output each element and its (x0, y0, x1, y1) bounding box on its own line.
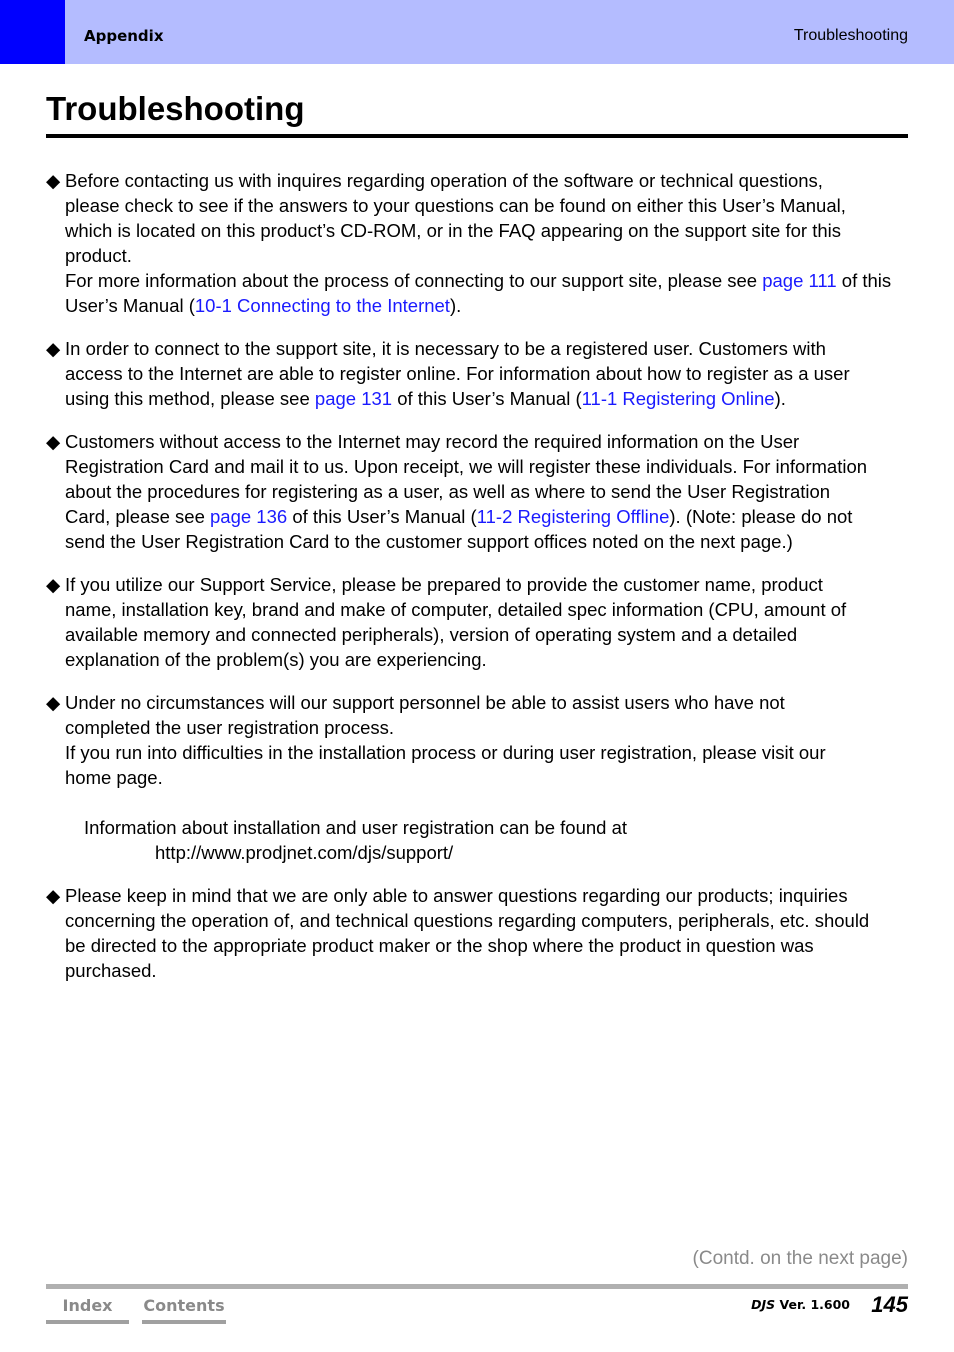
item-line: access to the Internet are able to register online. For information about how to register as a user (65, 363, 850, 384)
item-line: Before contacting us with inquires regarding operation of the software or technical questions, (65, 170, 823, 191)
diamond-bullet-icon: ◆ (46, 170, 61, 191)
item-line: explanation of the problem(s) you are experiencing. (65, 649, 487, 670)
diamond-bullet-icon: ◆ (46, 338, 61, 359)
list-item (46, 429, 908, 554)
diamond-bullet-icon: ◆ (46, 885, 61, 906)
item-line: Registration Card and mail it to us. Upon receipt, we will register these individuals. For information (65, 456, 868, 477)
item-line: about the procedures for registering as a user, as well as where to send the User Registration (65, 481, 831, 502)
brand-name: DJS (751, 1297, 776, 1312)
item-line: Please keep in mind that we are only able to answer questions regarding our products; inquiries (65, 885, 848, 906)
item-line: Customers without access to the Internet may record the required information on the User (65, 431, 800, 452)
version-label (751, 1297, 850, 1312)
item-line: name, installation key, brand and make of computer, detailed spec information (CPU, amount of (65, 599, 847, 620)
item-line: please check to see if the answers to your questions can be found on either this User’s Manual, (65, 195, 846, 216)
page-title: Troubleshooting (46, 90, 305, 127)
item-line: product. (65, 245, 132, 266)
section-link[interactable]: 10-1 Connecting to the Internet (194, 295, 450, 316)
header-topic: Troubleshooting (793, 27, 908, 44)
header-tab (0, 0, 65, 64)
page-link[interactable]: page 131 (314, 388, 393, 409)
item-line: home page. (65, 767, 163, 788)
list-item (46, 336, 908, 411)
item-line: available memory and connected peripherals), version of operating system and a detailed (65, 624, 798, 645)
diamond-bullet-icon: ◆ (46, 574, 61, 595)
section-link[interactable]: 11-1 Registering Online (581, 388, 775, 409)
index-button[interactable]: Index (46, 1294, 129, 1324)
item-line: If you run into difficulties in the installation process or during user registration, please visit our (65, 742, 826, 763)
item-line: Under no circumstances will our support personnel be able to assist users who have not (65, 692, 785, 713)
version-number: Ver. 1.600 (779, 1297, 850, 1312)
content (46, 168, 908, 1001)
section-link[interactable]: 11-2 Registering Offline (476, 506, 670, 527)
page-number: 145 (871, 1292, 908, 1317)
item-line: be directed to the appropriate product maker or the shop where the product in question was (65, 935, 814, 956)
item-line: In order to connect to the support site, it is necessary to be a registered user. Customers with (65, 338, 826, 359)
diamond-bullet-icon: ◆ (46, 431, 61, 452)
item-line: Card, please see page 136 of this User’s Manual (11-2 Registering Offline). (Note: please do not (65, 506, 853, 527)
header-section: Appendix (84, 27, 164, 45)
item-line: purchased. (65, 960, 157, 981)
item-line: concerning the operation of, and technical questions regarding computers, peripherals, etc. should (65, 910, 870, 931)
support-info-text: Information about installation and user registration can be found at (84, 817, 628, 838)
item-line: completed the user registration process. (65, 717, 395, 738)
page-link[interactable]: page 136 (210, 506, 288, 527)
item-more-info: For more information about the process of connecting to our support site, please see page 111 of this User’s Manual (10-1 Connecting to the Internet). (65, 270, 892, 316)
page-link[interactable]: page 111 (762, 270, 837, 291)
title-rule (46, 134, 908, 138)
contents-button[interactable]: Contents (142, 1294, 226, 1324)
item-line: send the User Registration Card to the customer support offices noted on the next page.) (65, 531, 793, 552)
item-line: using this method, please see page 131 of this User’s Manual (11-1 Registering Online). (65, 388, 786, 409)
diamond-bullet-icon: ◆ (46, 692, 61, 713)
support-info (84, 815, 908, 865)
list-item (46, 883, 908, 983)
support-url: http://www.prodjnet.com/djs/support/ (155, 842, 454, 863)
list-item (46, 572, 908, 672)
item-line: If you utilize our Support Service, please be prepared to provide the customer name, product (65, 574, 823, 595)
footer-rule (46, 1284, 908, 1289)
list-item (46, 690, 908, 865)
continued-note: (Contd. on the next page) (692, 1248, 908, 1269)
item-line: which is located on this product’s CD-ROM, or in the FAQ appearing on the support site for this (65, 220, 842, 241)
list-item (46, 168, 908, 318)
